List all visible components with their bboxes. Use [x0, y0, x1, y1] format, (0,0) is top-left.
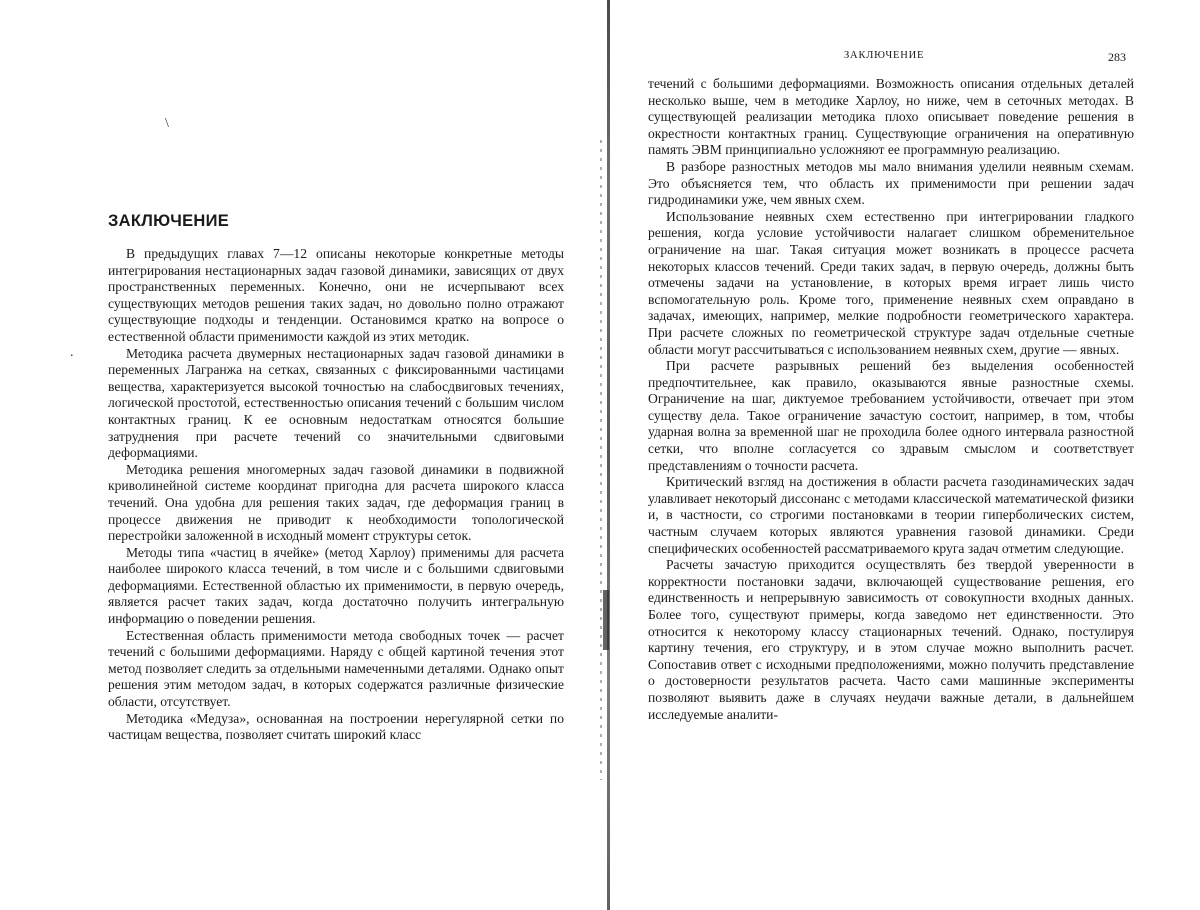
paragraph: Методика «Медуза», основанная на построении нерегулярной сетки по частицам вещества, позволяет считать широкий класс [108, 710, 564, 743]
paragraph: Методика расчета двумерных нестационарных задач газовой динамики в переменных Лагранжа на сетках, связанных с фиксированными частицами вещества, характеризуется высокой точностью на слабосдвиговых течениях, логической простотой, естественностью описания течений с большим числом контактных границ. К ее основным недостаткам относятся большие затруднения при расчете течений со значительными сдвиговыми деформациями. [108, 345, 564, 461]
paragraph: течений с большими деформациями. Возможность описания отдельных деталей несколько выше, чем в методике Харлоу, но ниже, чем в сеточных методах. В существующей реализации методика плохо описывает поведение решения в окрестности контактных границ. Существующие ограничения на оперативную память ЭВМ принципиально усложняют ее программную реализацию. [648, 76, 1134, 158]
paragraph: В предыдущих главах 7—12 описаны некоторые конкретные методы интегрирования нестационарных задач газовой динамики, зависящих от двух пространственных переменных. Конечно, они не исчерпывают всех существующих методов решения таких задач, но довольно полно отражают существующие подходы и тенденции. Остановимся кратко на вопросе о естественной области применимости каждой из этих методик. [108, 246, 564, 344]
running-title: ЗАКЛЮЧЕНИЕ [844, 50, 925, 61]
paragraph: Методика решения многомерных задач газовой динамики в подвижной криволинейной системе координат пригодна для расчета широкого класса течений. Она удобна для решения таких задач, где деформация границ в процессе движения не приводит к необходимости топологической перестройки заложенной в исходный момент структуры сеток. [108, 461, 564, 544]
paragraph: При расчете разрывных решений без выделения особенностей предпочтительнее, как правило, оказываются явные разностные схемы. Ограничение на шаг, диктуемое требованием устойчивости, отвечает при этом существу дела. Такое ограничение зачастую состоит, например, в том, чтобы ударная волна за временной шаг не проходила более одного интервала разностной сетки, что вполне согласуется со здравым смыслом и соответствует представлениям о точности расчета. [648, 358, 1134, 473]
right-page [600, 0, 1200, 910]
paragraph: Методы типа «частиц в ячейке» (метод Харлоу) применимы для расчета наиболее широкого класса течений, в том числе и с большими сдвиговыми деформациями. Естественной областью их применимости, в первую очередь, является расчет таких задач, когда достаточно получить интегральную информацию о поведении решения. [108, 544, 564, 627]
stray-mark: . [70, 345, 74, 360]
stray-mark: \ [165, 116, 169, 131]
paragraph: Критический взгляд на достижения в области расчета газодинамических задач улавливает некоторый диссонанс с методами классической математической физики и, в частности, со строгими постановками в теории гиперболических систем, частным случаем которых являются уравнения газовой динамики. Среди специфических особенностей рассматриваемого круга задач отметим следующие. [648, 474, 1134, 556]
left-text-column [108, 246, 564, 744]
page-number: 283 [1108, 50, 1126, 64]
right-text-column [648, 76, 1134, 723]
paragraph: Естественная область применимости метода свободных точек — расчет течений с большими деформациями. Наряду с общей картиной течения этот метод позволяет следить за отдельными намеченными деталями. Однако опыт решения этим методом задач, в которых содержатся различные физические области, отсутствует. [108, 627, 564, 710]
paragraph: В разборе разностных методов мы мало внимания уделили неявным схемам. Это объясняется тем, что область их применимости при решении задач гидродинамики уже, чем явных схем. [648, 158, 1134, 208]
paragraph: Расчеты зачастую приходится осуществлять без твердой уверенности в корректности постановки задачи, включающей существование решения, его единственность и непрерывную зависимость от совокупности входных данных. Более того, существуют примеры, когда заведомо нет единственности. Это относится к некоторому классу стационарных течений. Однако, постулируя картину течения, его структуру, и в этом случае можно выполнить расчет. Сопоставив ответ с исходными предположениями, можно получить представление о достоверности результатов расчета. Часто сами машинные эксперименты позволяют выявить даже в случаях неудачи важные детали, в дальнейшем исследуемые аналити- [648, 557, 1134, 722]
chapter-title: ЗАКЛЮЧЕНИЕ [108, 212, 230, 230]
paragraph: Использование неявных схем естественно при интегрировании гладкого решения, когда условие устойчивости налагает слишком обременительное ограничение на шаг. Такая ситуация может возникать в процессе расчета некоторых классов течений. Среди таких задач, в первую очередь, должны быть отмечены задачи на установление, в которых время играет лишь чисто вспомогательную роль. Кроме того, применение неявных схем оправдано в задачах, имеющих, например, мелкие подробности геометрического характера. При расчете сложных по геометрической структуре задач отдельные счетные области могут рассчитываться с использованием неявных схем, другие — явных. [648, 208, 1134, 357]
